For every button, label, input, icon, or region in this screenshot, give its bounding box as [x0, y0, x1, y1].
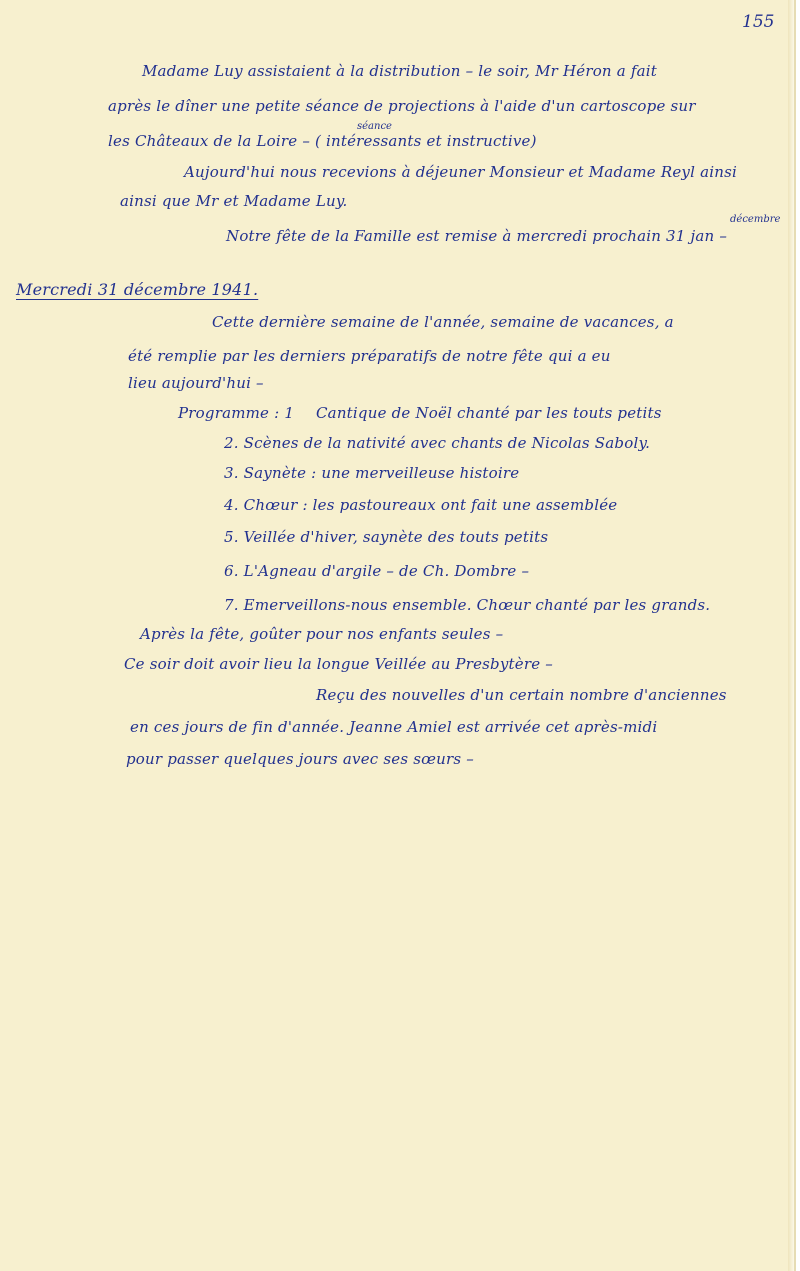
- programme-item-1: Cantique de Noël chanté par les touts petits: [316, 404, 662, 422]
- programme-item-6: 6. L'Agneau d'argile – de Ch. Dombre –: [224, 562, 530, 580]
- closing-line-1: Après la fête, goûter pour nos enfants seules –: [140, 625, 504, 643]
- closing-line-5: pour passer quelques jours avec ses sœurs –: [126, 750, 474, 768]
- entry-intro-line-2: été remplie par les derniers préparatifs de notre fête qui a eu: [128, 347, 611, 365]
- previous-entry-line-2: après le dîner une petite séance de projections à l'aide d'un cartoscope sur: [108, 97, 696, 115]
- page-edge: [788, 0, 794, 1271]
- programme-label: Programme : 1: [178, 404, 295, 422]
- previous-entry-line-3: les Châteaux de la Loire – ( intéressants et instructive): [108, 132, 537, 150]
- programme-item-7: 7. Emerveillons-nous ensemble. Chœur chanté par les grands.: [224, 596, 711, 614]
- closing-line-2: Ce soir doit avoir lieu la longue Veillée au Presbytère –: [124, 655, 553, 673]
- entry-intro-line-1: Cette dernière semaine de l'année, semaine de vacances, a: [212, 313, 674, 331]
- superscript-seance: séance: [357, 121, 392, 132]
- programme-item-2: 2. Scènes de la nativité avec chants de Nicolas Saboly.: [224, 434, 651, 452]
- closing-line-4: en ces jours de fin d'année. Jeanne Amiel est arrivée cet après-midi: [130, 718, 658, 736]
- entry-date-heading: Mercredi 31 décembre 1941.: [16, 280, 259, 299]
- closing-line-3: Reçu des nouvelles d'un certain nombre d'anciennes: [316, 686, 727, 704]
- previous-entry-line-6: Notre fête de la Famille est remise à mercredi prochain 31 jan –: [226, 227, 728, 245]
- entry-intro-line-3: lieu aujourd'hui –: [128, 374, 264, 392]
- superscript-decembre: décembre: [730, 214, 781, 225]
- page-number: 155: [742, 12, 775, 32]
- programme-item-3: 3. Saynète : une merveilleuse histoire: [224, 464, 520, 482]
- previous-entry-line-5: ainsi que Mr et Madame Luy.: [120, 192, 348, 210]
- programme-item-4: 4. Chœur : les pastoureaux ont fait une assemblée: [224, 496, 618, 514]
- programme-item-5: 5. Veillée d'hiver, saynète des touts petits: [224, 528, 549, 546]
- previous-entry-line-4: Aujourd'hui nous recevions à déjeuner Monsieur et Madame Reyl ainsi: [184, 163, 737, 181]
- previous-entry-line-1: Madame Luy assistaient à la distribution – le soir, Mr Héron a fait: [142, 62, 657, 80]
